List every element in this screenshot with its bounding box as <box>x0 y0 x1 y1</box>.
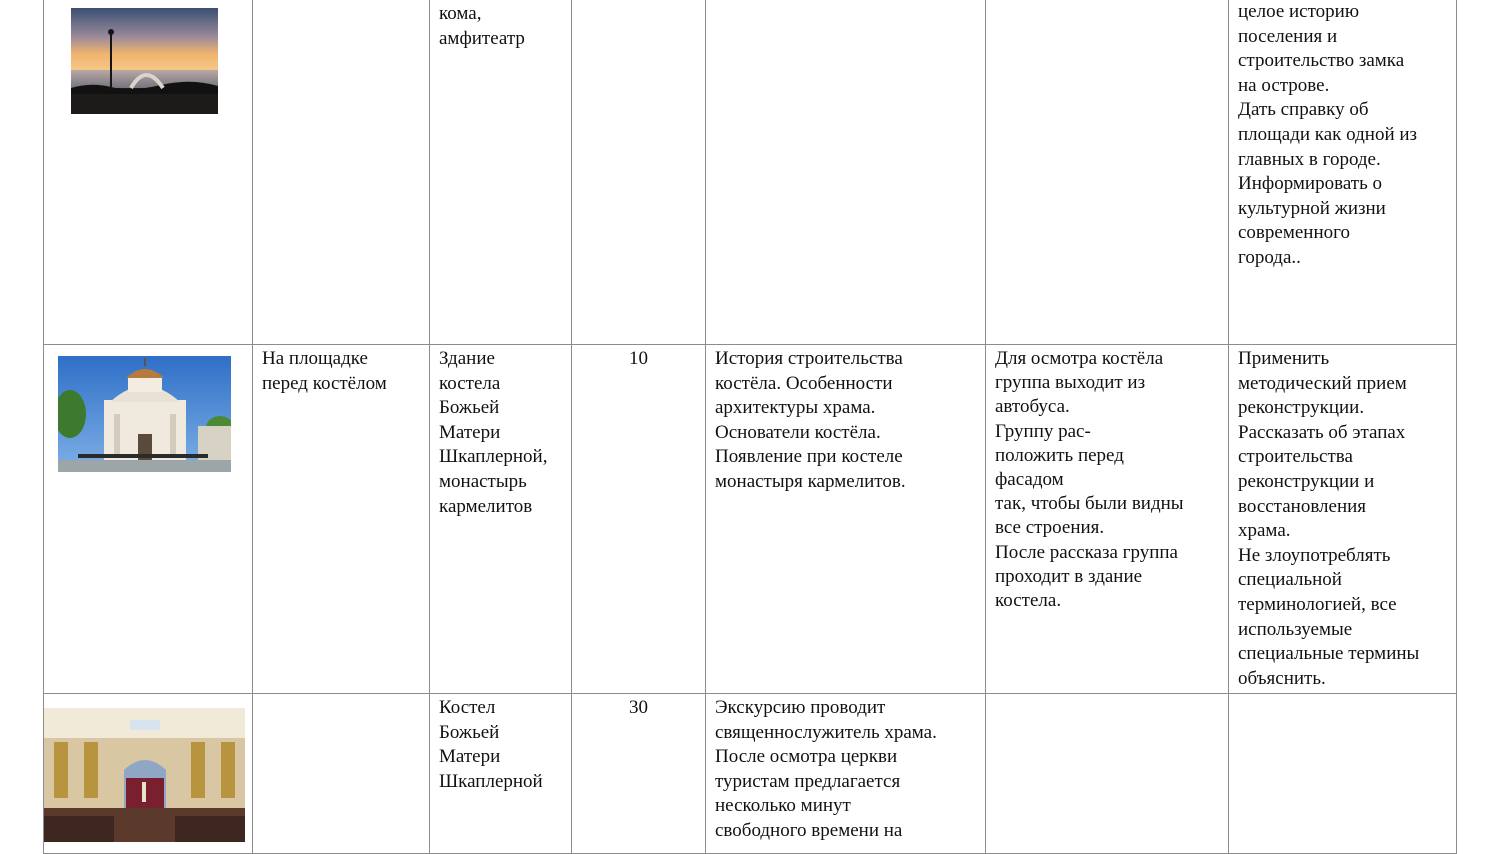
object-cell <box>430 694 572 854</box>
object-text: кома, амфитеатр <box>439 3 525 49</box>
content-cell <box>706 345 986 694</box>
object-text: Костел Божьей Матери Шкаплерной <box>439 697 543 792</box>
organization-text: Для осмотра костёла группа выходит из автобуса. Группу рас- положить перед фасадом так, чтобы были видны все строения. После рассказа группа проходит в здание костела. <box>995 348 1184 612</box>
photo-cell <box>44 345 253 694</box>
time-text <box>572 0 705 2</box>
excursion-route-table <box>43 0 1457 854</box>
photo-cell <box>44 0 253 345</box>
organization-cell <box>986 0 1229 345</box>
notes-text <box>1229 694 1456 696</box>
time-text: 30 <box>629 697 648 718</box>
organization-text <box>986 0 1228 2</box>
organization-cell <box>986 694 1229 854</box>
location-text <box>253 0 429 2</box>
notes-text: целое историю поселения и строительство замка на острове. Дать справку об площади как одной из главных в городе. Информировать о культурной жизни современного города.. <box>1238 1 1418 268</box>
location-cell <box>253 0 430 345</box>
notes-cell <box>1229 694 1457 854</box>
organization-text <box>986 694 1228 696</box>
sunset-lake-photo <box>71 8 218 114</box>
notes-cell <box>1229 0 1457 345</box>
object-text: Здание костела Божьей Матери Шкаплерной, монастырь кармелитов <box>439 348 548 517</box>
object-cell <box>430 345 572 694</box>
church-facade-photo <box>58 356 231 472</box>
content-text: История строительства костёла. Особенности архитектуры храма. Основатели костёла. Появление при костеле монастыря кармелитов. <box>715 348 906 492</box>
content-cell <box>706 0 986 345</box>
object-cell <box>430 0 572 345</box>
church-interior-photo <box>44 708 245 842</box>
notes-cell <box>1229 345 1457 694</box>
organization-cell <box>986 345 1229 694</box>
time-text: 10 <box>629 348 648 369</box>
location-cell <box>253 694 430 854</box>
table-row <box>44 694 1457 854</box>
notes-text: Применить методический прием реконструкции. Рассказать об этапах строительства реконструкции и восстановления храма. Не злоупотреблять специальной терминологией, все используемые специальные термины объяснить. <box>1238 348 1420 689</box>
location-text: На площадке перед костёлом <box>262 348 387 394</box>
time-cell <box>572 345 706 694</box>
time-cell <box>572 694 706 854</box>
content-text <box>706 0 985 2</box>
photo-cell <box>44 694 253 854</box>
table-row <box>44 0 1457 345</box>
location-text <box>253 694 429 696</box>
location-cell <box>253 345 430 694</box>
table-row <box>44 345 1457 694</box>
time-cell <box>572 0 706 345</box>
content-cell <box>706 694 986 854</box>
content-text: Экскурсию проводит священнослужитель храма. После осмотра церкви туристам предлагается несколько минут свободного времени на <box>715 697 937 841</box>
